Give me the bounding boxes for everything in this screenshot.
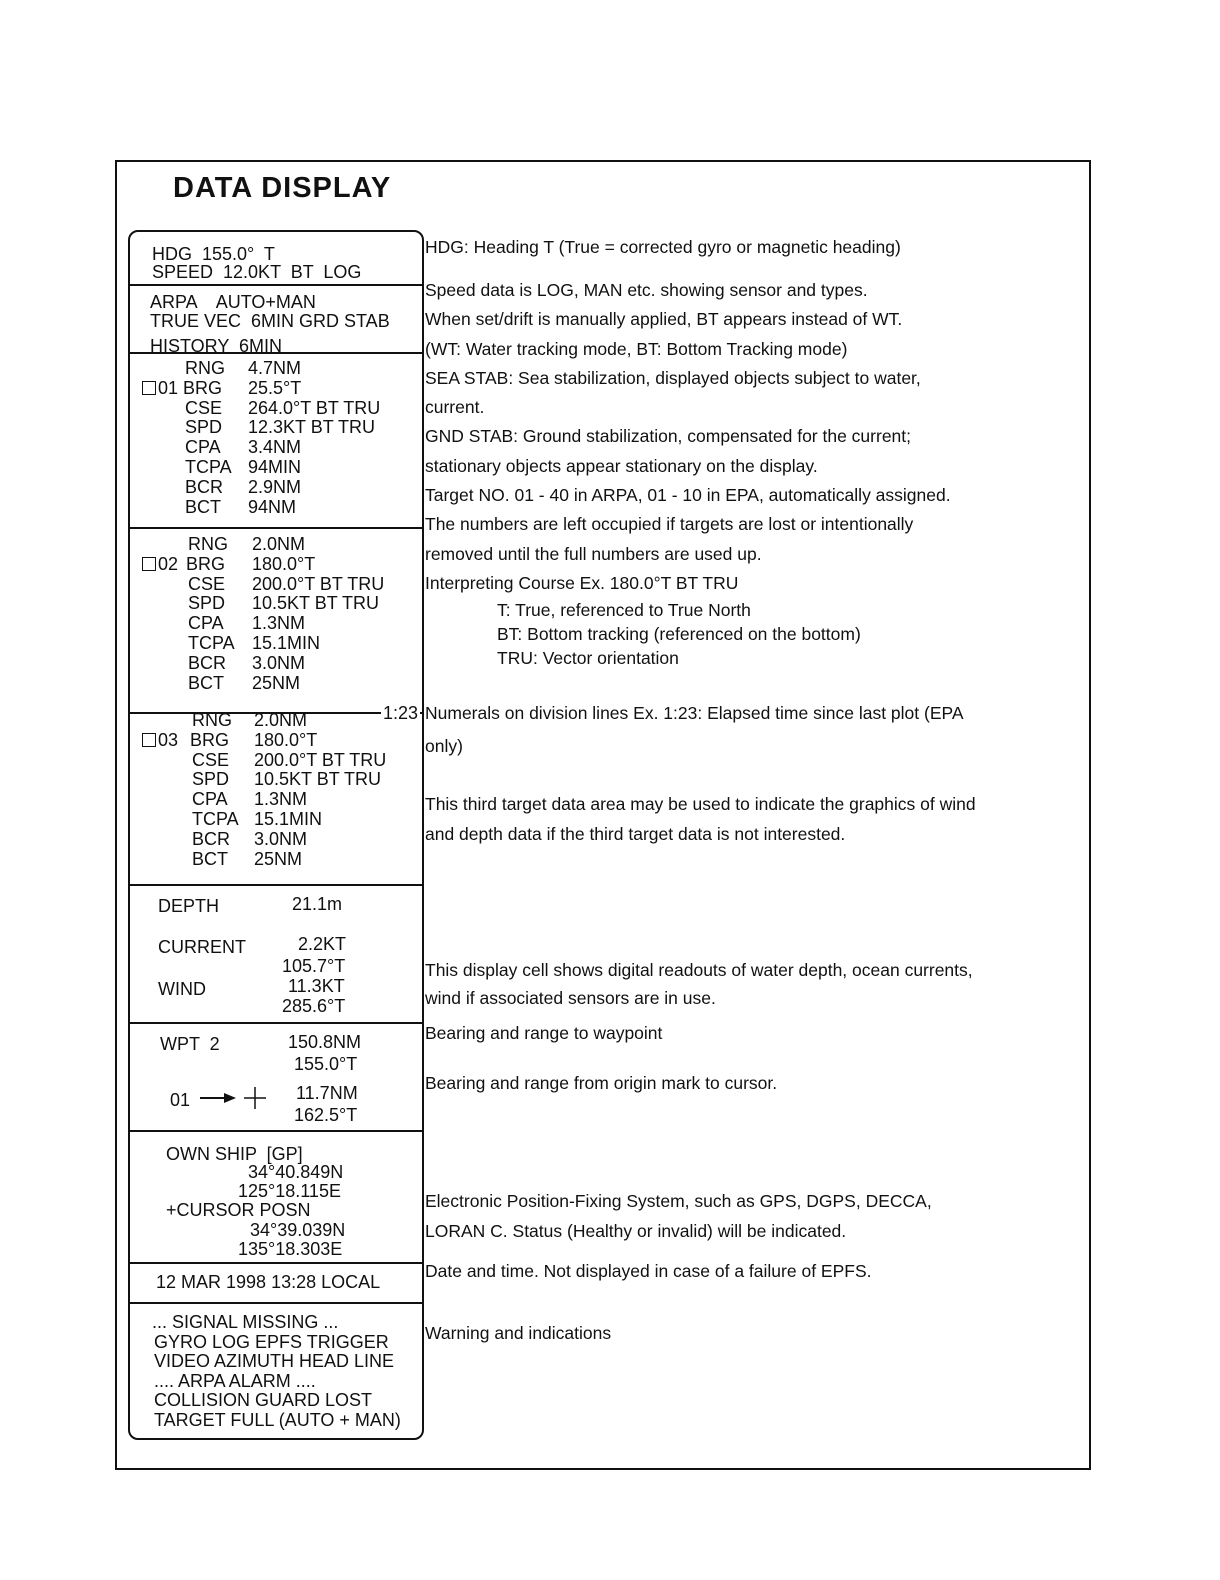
current-speed: 2.2KT <box>298 934 347 954</box>
description-line: stationary objects appear stationary on the display. <box>425 455 818 476</box>
speed-line: SPEED 12.0KT BT LOG <box>152 262 362 282</box>
current-label: CURRENT <box>158 937 246 957</box>
target-field-label: BCT <box>188 672 224 693</box>
target-field-value: 1.3NM <box>252 613 306 634</box>
description-line: T: True, referenced to True North <box>497 600 751 620</box>
description-line: When set/drift is manually applied, BT appears instead of WT. <box>425 309 903 330</box>
depth-value: 21.1m <box>292 894 343 914</box>
target-field-value: 180.0°T <box>254 729 318 750</box>
description-line: Speed data is LOG, MAN etc. showing sensor and types. <box>425 280 868 300</box>
target-field-value: 25NM <box>252 672 301 693</box>
target-field-label: BRG <box>190 729 230 750</box>
target-number: 01 <box>158 377 179 398</box>
waypoint-label: WPT 2 <box>160 1034 220 1054</box>
divider <box>130 1130 422 1132</box>
target-field-label: BCR <box>185 476 224 497</box>
target-field-value: 15.1MIN <box>252 633 321 653</box>
target-field-value: 25NM <box>254 848 303 869</box>
checkbox-icon <box>142 557 156 571</box>
target-field-label: SPD <box>188 593 226 614</box>
target-field-value: 3.0NM <box>254 828 308 849</box>
divider <box>130 1022 422 1024</box>
checkbox-icon <box>142 381 156 395</box>
target-field-value: 15.1MIN <box>254 809 323 829</box>
description-line: Bearing and range from origin mark to cursor. <box>425 1073 778 1093</box>
warning-description <box>425 1322 611 1344</box>
warning-line: COLLISION GUARD LOST <box>154 1390 373 1410</box>
numerals-description <box>425 697 964 763</box>
current-direction: 105.7°T <box>282 956 346 976</box>
origin-range: 11.7NM <box>296 1083 358 1103</box>
target-field-value: 180.0°T <box>252 553 316 574</box>
target-field-label: SPD <box>185 417 223 438</box>
description-line: Interpreting Course Ex. 180.0°T BT TRU <box>425 572 739 593</box>
target-field-value: 94MIN <box>248 457 302 477</box>
target-field-label: TCPA <box>185 457 232 477</box>
description-line: removed until the full numbers are used up. <box>425 543 762 564</box>
target-field-value: 1.3NM <box>254 789 308 810</box>
origin-label: 01 <box>170 1090 191 1110</box>
own-ship-latitude: 34°40.849N <box>248 1162 344 1182</box>
target-field-value: 12.3KT BT TRU <box>248 417 376 438</box>
history-line: HISTORY 6MIN <box>150 336 283 356</box>
target-field-label: CPA <box>188 613 224 634</box>
divider <box>130 527 422 529</box>
divider <box>130 884 422 886</box>
description-line: This third target data area may be used to indicate the graphics of wind <box>425 794 976 814</box>
target-field-value: 10.5KT BT TRU <box>252 593 380 614</box>
target-field-label: BCT <box>185 496 221 517</box>
target-field-label: BRG <box>183 377 223 398</box>
epfs-description <box>425 1186 932 1246</box>
cursor-longitude: 135°18.303E <box>238 1239 343 1259</box>
target-field-label: RNG <box>188 534 228 554</box>
target-field-label: SPD <box>192 769 230 790</box>
checkbox-icon <box>142 733 156 747</box>
speed-description <box>425 276 951 598</box>
description-line: HDG: Heading T (True = corrected gyro or magnetic heading) <box>425 237 901 257</box>
target-field-label: CPA <box>185 437 221 458</box>
description-line: SEA STAB: Sea stabilization, displayed objects subject to water, <box>425 367 921 388</box>
target-field-label: BCR <box>192 828 231 849</box>
divider <box>130 1262 422 1264</box>
wind-direction: 285.6°T <box>282 996 346 1016</box>
target-field-label: RNG <box>192 710 232 730</box>
description-line: The numbers are left occupied if targets are lost or intentionally <box>425 514 914 535</box>
warning-line: .... ARPA ALARM .... <box>154 1370 316 1391</box>
warning-line: VIDEO AZIMUTH HEAD LINE <box>154 1351 395 1371</box>
target-number: 03 <box>158 729 179 750</box>
description-line: Date and time. Not displayed in case of a failure of EPFS. <box>425 1261 872 1281</box>
description-line: only) <box>425 736 463 756</box>
description-line: TRU: Vector orientation <box>497 648 679 668</box>
target-field-value: 94NM <box>248 496 297 517</box>
heading-description <box>425 236 901 258</box>
depth-label: DEPTH <box>158 896 220 916</box>
description-line: Target NO. 01 - 40 in ARPA, 01 - 10 in EPA, automatically assigned. <box>425 485 951 506</box>
divider <box>130 284 422 286</box>
target-field-label: CSE <box>188 573 226 594</box>
description-line: current. <box>425 397 485 418</box>
wind-speed: 11.3KT <box>288 976 345 996</box>
own-ship-label: OWN SHIP [GP] <box>166 1144 303 1164</box>
description-line: Numerals on division lines Ex. 1:23: Elapsed time since last plot (EPA <box>425 703 964 723</box>
wind-label: WIND <box>158 979 206 999</box>
own-ship-longitude: 125°18.115E <box>238 1181 341 1201</box>
warning-line: TARGET FULL (AUTO + MAN) <box>154 1409 401 1430</box>
target-field-label: RNG <box>185 358 225 378</box>
target-field-label: CSE <box>192 749 230 770</box>
true-vector-line: TRUE VEC 6MIN GRD STAB <box>150 311 390 331</box>
target-field-label: CSE <box>185 397 223 418</box>
third-target-description <box>425 789 976 849</box>
waypoint-range: 150.8NM <box>288 1032 362 1052</box>
description-line: and depth data if the third target data is not interested. <box>425 824 846 844</box>
date-time: 12 MAR 1998 13:28 LOCAL <box>156 1272 381 1292</box>
target-select-box[interactable] <box>142 554 178 574</box>
target-field-label: TCPA <box>192 809 239 829</box>
description-line: BT: Bottom tracking (referenced on the bottom) <box>497 624 861 644</box>
target-field-label: TCPA <box>188 633 235 653</box>
target-number: 02 <box>158 553 179 574</box>
arpa-mode-line: ARPA AUTO+MAN <box>150 292 316 312</box>
origin-bearing: 162.5°T <box>294 1105 358 1125</box>
description-line: (WT: Water tracking mode, BT: Bottom Tracking mode) <box>425 338 848 359</box>
description-line: GND STAB: Ground stabilization, compensated for the current; <box>425 426 912 447</box>
divider <box>130 1302 422 1304</box>
target-field-value: 200.0°T BT TRU <box>254 749 387 770</box>
target-select-box[interactable] <box>142 378 178 398</box>
description-line: Warning and indications <box>425 1323 612 1343</box>
description-line: Electronic Position-Fixing System, such as GPS, DGPS, DECCA, <box>425 1191 932 1211</box>
target-field-value: 2.9NM <box>248 476 302 497</box>
warning-line: ... SIGNAL MISSING ... <box>152 1312 339 1332</box>
target-field-label: BCT <box>192 848 228 869</box>
target-field-value: 200.0°T BT TRU <box>252 573 385 594</box>
heading-line: HDG 155.0° T <box>152 244 275 264</box>
target-select-box[interactable] <box>142 730 178 750</box>
date-description <box>425 1260 871 1282</box>
display-cell-description <box>425 956 973 1012</box>
target-field-value: 10.5KT BT TRU <box>254 769 382 790</box>
cursor-position-label: +CURSOR POSN <box>166 1200 311 1220</box>
waypoint-description <box>425 1022 662 1044</box>
description-line: This display cell shows digital readouts of water depth, ocean currents, <box>425 960 973 980</box>
target-field-label: BRG <box>186 553 226 574</box>
target-field-value: 3.4NM <box>248 437 302 458</box>
course-description <box>425 598 861 670</box>
warning-line: GYRO LOG EPFS TRIGGER <box>154 1331 389 1352</box>
target-field-value: 4.7NM <box>248 358 302 378</box>
divider <box>130 352 422 354</box>
target-field-value: 264.0°T BT TRU <box>248 397 381 418</box>
description-line: LORAN C. Status (Healthy or invalid) will be indicated. <box>425 1221 847 1241</box>
cursor-latitude: 34°39.039N <box>250 1220 346 1240</box>
target-field-value: 25.5°T <box>248 377 302 398</box>
origin-to-cursor-icon <box>198 1084 270 1112</box>
data-display-panel <box>128 230 424 1440</box>
page-title: DATA DISPLAY <box>173 172 392 204</box>
target-field-value: 2.0NM <box>254 710 308 730</box>
target-field-value: 2.0NM <box>252 534 306 554</box>
target-field-value: 3.0NM <box>252 652 306 673</box>
waypoint-bearing: 155.0°T <box>294 1054 358 1074</box>
elapsed-time: 1:23 <box>382 703 418 723</box>
target-field-label: BCR <box>188 652 227 673</box>
description-line: wind if associated sensors are in use. <box>425 988 716 1008</box>
origin-description <box>425 1072 777 1094</box>
target-field-label: CPA <box>192 789 228 810</box>
description-line: Bearing and range to waypoint <box>425 1023 663 1043</box>
